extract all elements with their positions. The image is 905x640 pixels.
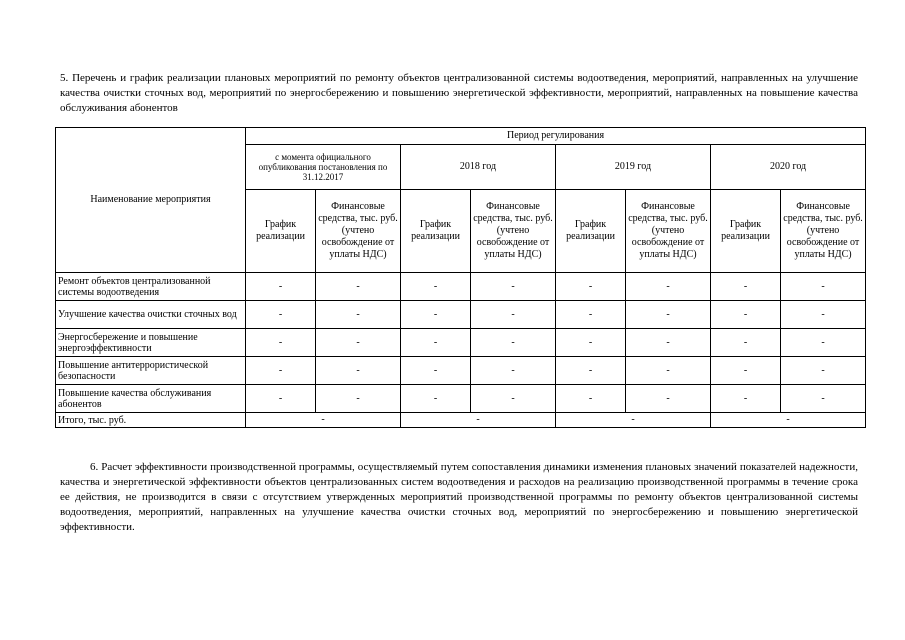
row-value: - [401,273,471,301]
row-value: - [556,357,626,385]
header-period-2017: с момента официального опубликования постановления по 31.12.2017 [246,145,401,190]
row-value: - [401,385,471,413]
header-period-2018: 2018 год [401,145,556,190]
subheader-schedule: График реализации [711,190,781,273]
row-value: - [626,357,711,385]
row-value: - [246,385,316,413]
plan-table [55,127,866,428]
row-value: - [316,329,401,357]
section-6-paragraph: 6. Расчет эффективности производственной программы, осуществляемый путем сопоставления динамики изменения плановых значений показателей надежности, качества и энергетической эффективности объектов централизованных систем водоотведения и расходов на реализацию производственной программы в течение срока ее действия, не производится в связи с отсутствием утвержденных мероприятий производственной программы по ремонту объектов централизованной системы водоотведения, мероприятий, направленных на улучшение качества очистки сточных вод, мероприятий по энергосбережению и повышению энергетической эффективности. [60,461,858,533]
row-value: - [401,329,471,357]
row-value: - [316,385,401,413]
total-value: - [556,413,711,428]
total-value: - [711,413,866,428]
header-activity-name: Наименование мероприятия [56,128,246,273]
row-value: - [471,301,556,329]
table-row [56,301,866,329]
row-value: - [316,301,401,329]
row-value: - [471,273,556,301]
row-value: - [781,357,866,385]
row-value: - [246,273,316,301]
total-value: - [246,413,401,428]
header-period: Период регулирования [246,128,866,145]
row-value: - [316,273,401,301]
row-value: - [711,385,781,413]
header-period-2019: 2019 год [556,145,711,190]
row-value: - [246,357,316,385]
section-5-paragraph: 5. Перечень и график реализации плановых мероприятий по ремонту объектов централизованной системы водоотведения, мероприятий, направленных на улучшение качества очистки сточных вод, мероприятий по энергосбережению и повышению энергетической эффективности, мероприятий, направленных на повышение качества обслуживания абонентов [60,72,858,114]
subheader-finance: Финансовые средства, тыс. руб. (учтено освобождение от уплаты НДС) [316,190,401,273]
total-value: - [401,413,556,428]
row-value: - [471,357,556,385]
subheader-schedule: График реализации [556,190,626,273]
row-value: - [781,273,866,301]
subheader-finance: Финансовые средства, тыс. руб. (учтено освобождение от уплаты НДС) [471,190,556,273]
table-row [56,329,866,357]
total-row [56,413,866,428]
row-value: - [781,385,866,413]
row-activity-name: Энергосбережение и повышение энергоэффективности [56,329,246,357]
row-value: - [711,301,781,329]
row-value: - [556,385,626,413]
row-value: - [711,273,781,301]
row-value: - [246,329,316,357]
row-value: - [626,301,711,329]
row-value: - [556,329,626,357]
row-value: - [471,385,556,413]
row-value: - [781,329,866,357]
row-value: - [626,329,711,357]
row-value: - [401,357,471,385]
row-value: - [401,301,471,329]
row-activity-name: Улучшение качества очистки сточных вод [56,301,246,329]
row-value: - [626,273,711,301]
row-value: - [711,357,781,385]
row-value: - [711,329,781,357]
row-activity-name: Повышение качества обслуживания абонентов [56,385,246,413]
table-row [56,385,866,413]
row-value: - [316,357,401,385]
row-value: - [556,301,626,329]
row-value: - [781,301,866,329]
row-value: - [471,329,556,357]
table-row [56,357,866,385]
subheader-schedule: График реализации [401,190,471,273]
row-value: - [246,301,316,329]
subheader-finance: Финансовые средства, тыс. руб. (учтено освобождение от уплаты НДС) [781,190,866,273]
row-activity-name: Повышение антитеррористической безопасности [56,357,246,385]
total-label: Итого, тыс. руб. [56,413,246,428]
row-activity-name: Ремонт объектов централизованной системы водоотведения [56,273,246,301]
row-value: - [626,385,711,413]
row-value: - [556,273,626,301]
header-period-2020: 2020 год [711,145,866,190]
subheader-schedule: График реализации [246,190,316,273]
subheader-finance: Финансовые средства, тыс. руб. (учтено освобождение от уплаты НДС) [626,190,711,273]
table-row [56,273,866,301]
